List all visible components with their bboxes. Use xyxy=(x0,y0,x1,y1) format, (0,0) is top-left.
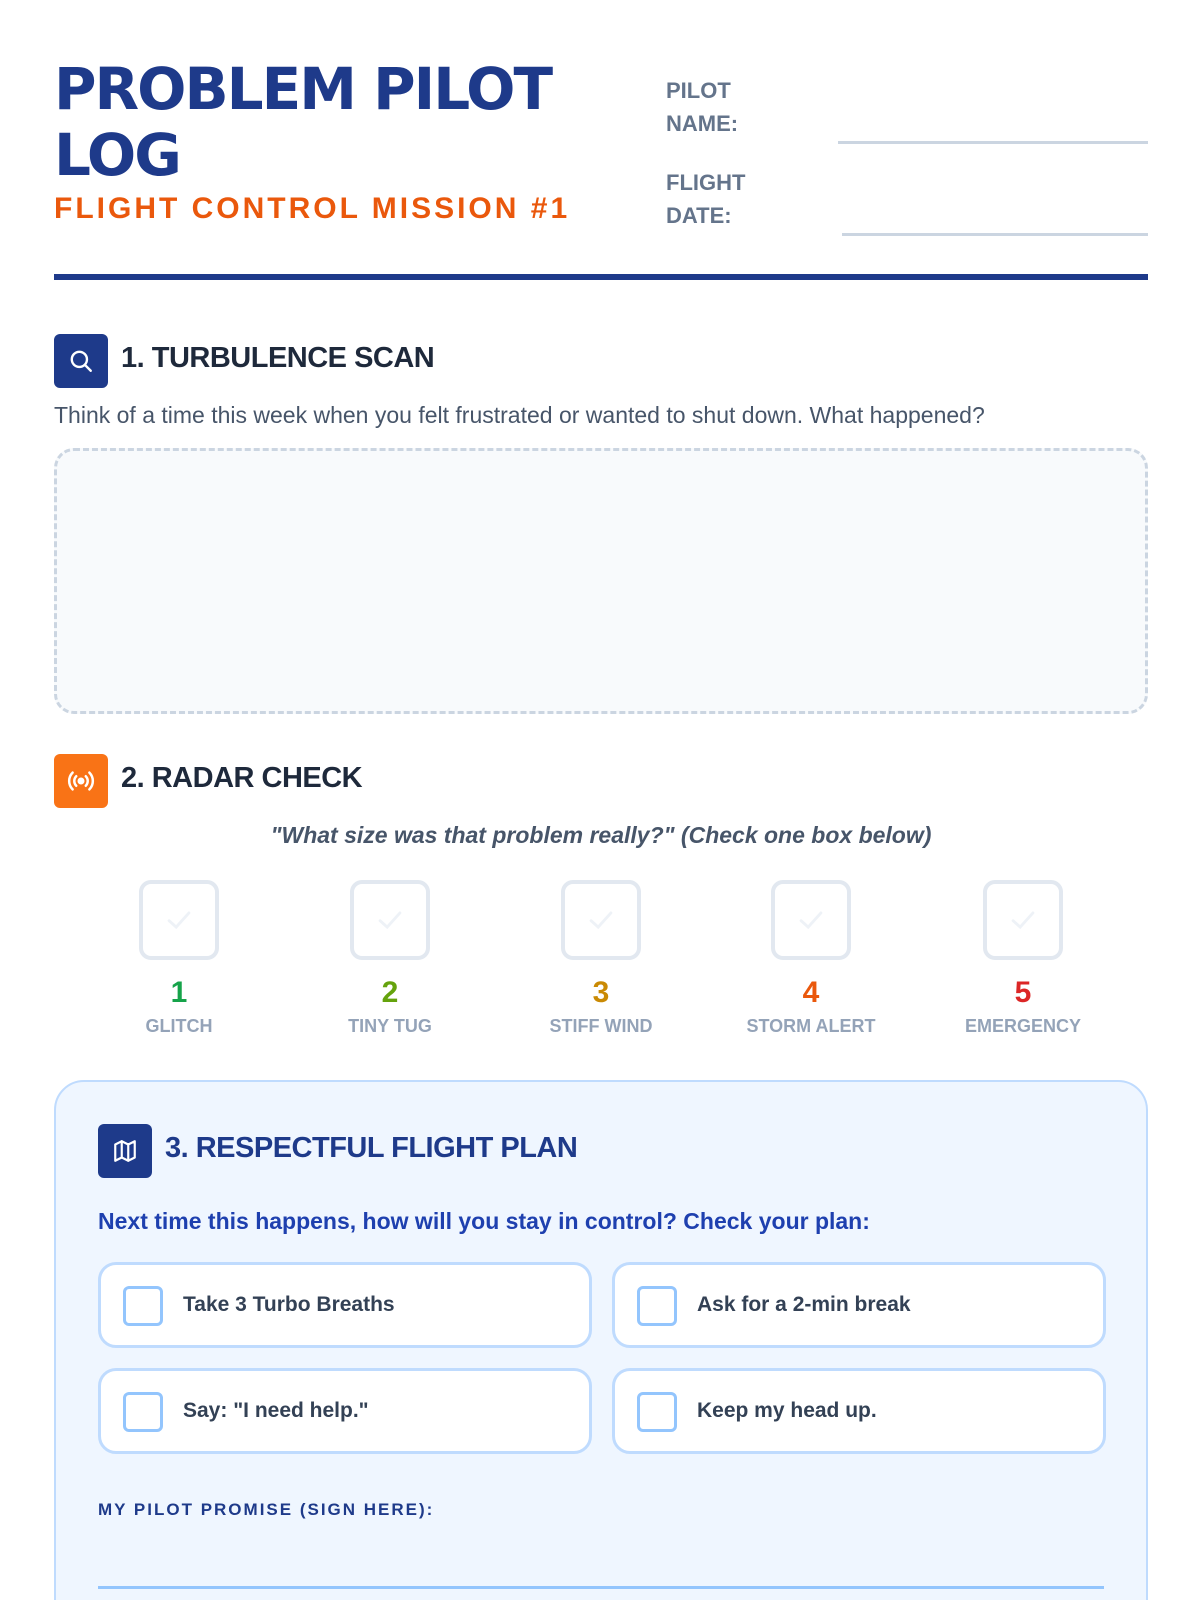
flight-date-label: FLIGHT DATE: xyxy=(666,170,746,228)
scale-checkbox[interactable] xyxy=(350,880,430,960)
pilot-name-field[interactable] xyxy=(666,74,1148,144)
flight-date-field[interactable] xyxy=(666,166,1148,236)
signature-line[interactable] xyxy=(98,1586,1104,1589)
scale-checkbox[interactable] xyxy=(771,880,851,960)
scale-label: STORM ALERT xyxy=(746,1016,876,1036)
search-icon xyxy=(54,334,108,388)
section-title: 3. RESPECTFUL FLIGHT PLAN xyxy=(165,1132,578,1164)
plan-option-label: Take 3 Turbo Breaths xyxy=(183,1293,395,1316)
section-flight-plan-header xyxy=(98,1124,998,1178)
plan-option-ask-help[interactable] xyxy=(98,1368,592,1454)
section-turbulence-scan-header xyxy=(54,334,1054,388)
plan-option-head-up[interactable] xyxy=(612,1368,1106,1454)
scale-number: 1 xyxy=(170,976,188,1009)
radar-prompt: "What size was that problem really?" (Check one box below) xyxy=(270,822,932,848)
scale-label: GLITCH xyxy=(145,1016,213,1036)
page-title: PROBLEM PILOT LOG xyxy=(54,55,552,189)
scale-option-2[interactable] xyxy=(290,880,490,1050)
scale-checkbox[interactable] xyxy=(139,880,219,960)
radar-icon xyxy=(54,754,108,808)
flight-date-line[interactable] xyxy=(842,233,1148,236)
plan-option-label: Keep my head up. xyxy=(697,1399,877,1422)
flight-plan-prompt: Next time this happens, how will you stay in control? Check your plan: xyxy=(98,1208,870,1234)
worksheet-header xyxy=(54,56,1148,282)
check-icon xyxy=(1006,903,1040,937)
scale-option-1[interactable] xyxy=(79,880,279,1050)
check-icon xyxy=(794,903,828,937)
scale-number: 4 xyxy=(802,976,820,1009)
scale-option-3[interactable] xyxy=(501,880,701,1050)
plan-option-label: Ask for a 2-min break xyxy=(697,1293,911,1316)
plan-option-turbo-breaths[interactable] xyxy=(98,1262,592,1348)
turbulence-answer-box[interactable] xyxy=(54,448,1148,714)
check-icon xyxy=(373,903,407,937)
scale-label: TINY TUG xyxy=(348,1016,432,1036)
section-title: 2. RADAR CHECK xyxy=(121,762,363,794)
turbulence-prompt: Think of a time this week when you felt frustrated or wanted to shut down. What happened? xyxy=(54,402,985,428)
scale-number: 2 xyxy=(381,976,399,1009)
scale-label: STIFF WIND xyxy=(549,1016,653,1036)
scale-checkbox[interactable] xyxy=(983,880,1063,960)
map-icon xyxy=(98,1124,152,1178)
section-title: 1. TURBULENCE SCAN xyxy=(121,342,435,374)
section-radar-check-header xyxy=(54,754,1054,808)
plan-checkbox[interactable] xyxy=(123,1392,163,1432)
plan-checkbox[interactable] xyxy=(123,1286,163,1326)
problem-size-scale xyxy=(54,880,1148,1050)
plan-checkbox[interactable] xyxy=(637,1286,677,1326)
scale-number: 5 xyxy=(1014,976,1032,1009)
scale-option-4[interactable] xyxy=(711,880,911,1050)
pilot-name-line[interactable] xyxy=(838,141,1148,144)
pilot-name-label: PILOT NAME: xyxy=(666,78,739,136)
plan-option-label: Say: "I need help." xyxy=(183,1399,369,1422)
scale-option-5[interactable] xyxy=(923,880,1123,1050)
scale-number: 3 xyxy=(592,976,610,1009)
header-divider xyxy=(54,274,1148,280)
scale-checkbox[interactable] xyxy=(561,880,641,960)
pilot-promise-label: MY PILOT PROMISE (SIGN HERE): xyxy=(98,1500,435,1519)
check-icon xyxy=(584,903,618,937)
page-subtitle: FLIGHT CONTROL MISSION #1 xyxy=(54,192,571,225)
check-icon xyxy=(162,903,196,937)
plan-checkbox[interactable] xyxy=(637,1392,677,1432)
flight-plan-panel xyxy=(54,1080,1148,1600)
scale-label: EMERGENCY xyxy=(964,1016,1081,1036)
plan-option-break[interactable] xyxy=(612,1262,1106,1348)
